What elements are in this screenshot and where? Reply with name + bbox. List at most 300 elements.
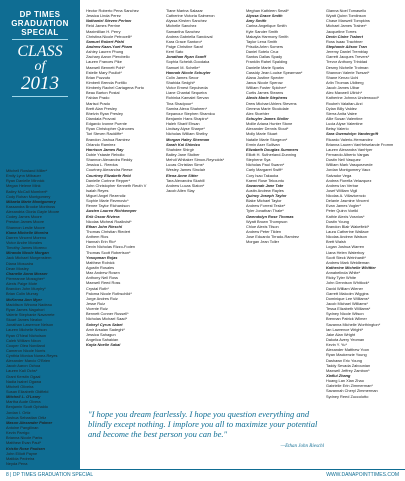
graduate-name: Maximillian H. Perry (86, 28, 121, 34)
graduate-name: Alyssa Kirsten Sanchez (166, 18, 207, 24)
graduate-name: John Dennison Whitlock* (326, 280, 370, 286)
graduate-name: Jordan I. Ortiz (6, 409, 31, 415)
names-column-5 (326, 8, 402, 399)
graduate-name: Brian Colin Murray (6, 291, 39, 297)
graduate-name: Delanie Jasmine Vincent (326, 198, 369, 204)
graduate-name: Jose Eduardo Tirrado-Ramirez (246, 234, 299, 240)
graduate-name: Laura Catherine Wallace (326, 229, 369, 235)
graduate-name: Nicholas Paul Swann* (246, 162, 285, 168)
graduate-name: Sarah Kai Shimizu (166, 141, 200, 147)
graduate-name: Nicolas A. Villavicencio (326, 193, 366, 199)
graduate-name: Nicholas William Shelby (166, 131, 208, 137)
graduate-name: Austin Andrew Rayles (246, 187, 284, 193)
graduate-name: Lauren Frances Pike (86, 59, 122, 65)
graduate-name: Cory Isao Takaoka (246, 172, 279, 178)
graduate-name: Amy Smith (246, 18, 267, 24)
graduate-name: Dakota Avery Yeoman (326, 337, 365, 342)
graduate-name: Crystal Roth* (86, 285, 109, 291)
graduate-name: Austen Lauren Richkemper (86, 208, 137, 214)
graduate-name: Jacob Michael Williams* (326, 301, 368, 307)
graduate-name: Cody Rohan Montgomery (6, 193, 51, 199)
graduate-name: Curtis James Stearns (246, 90, 284, 96)
graduate-name: Edgardo Ivonne Puente (86, 121, 127, 127)
graduate-name: Kimberly Rachel Cartagena Porto (86, 85, 144, 91)
graduate-name: Jessica L. Reedus (86, 162, 118, 168)
graduate-name: Natalie Marie Sturgeon* (246, 136, 288, 142)
graduate-name: Morgan Haley Sherman (166, 136, 210, 142)
graduate-name: Victor Ernest Sepulveda (166, 85, 208, 91)
graduate-name: Liana Helen Waterboy (326, 249, 365, 255)
graduate-name: Andrew Peter Tilden (246, 229, 282, 235)
graduate-name: Diandaia Provost (86, 115, 116, 121)
graduate-name: Paloma Nicole Rothschild* (86, 290, 132, 296)
graduate-name: Alana Justine Specter (246, 74, 284, 80)
graduate-name: Kara Grace Santoro* (166, 38, 203, 44)
graduate-name: Ricardo Valerio-Hernandez (326, 136, 373, 142)
graduate-name: Tara Alexandra Skahill (166, 177, 205, 183)
graduate-name: Katherine Michelle Whittier (326, 265, 376, 271)
graduate-name: Dean Mosley (6, 265, 29, 271)
graduate-name: Andrea Fiorella Velazquez (326, 177, 372, 183)
class-year: 2013 (21, 73, 59, 94)
graduate-name: Susan Elizabeth Oldfield (6, 389, 49, 395)
graduate-name: Priscila Arlen Somers (246, 43, 283, 49)
graduate-name: Garrett Jacques Trevers* (326, 54, 370, 60)
graduate-name: Scott Steck Weinhardt* (326, 254, 366, 260)
graduate-name: Cassidy Jean Louise Spearman* (246, 69, 303, 75)
graduate-name: Dobie Ystaste Rebollo (86, 151, 125, 157)
graduate-name: Shannon Alexandra Reddy (86, 157, 133, 163)
graduate-name: Blake Michael Taylor (246, 198, 282, 204)
graduate-name: Nicolas Micheal Roalkvist* (86, 218, 132, 224)
graduate-name: Garrett Malcolm Wiggins (326, 290, 369, 296)
graduate-name: Makayla Harmony Smith (246, 33, 289, 39)
graduate-name: Alyssa Grace Smith (246, 13, 283, 19)
graduate-name: Preston James Moore (6, 219, 45, 225)
graduate-name: Fernando Alberto Vargas (326, 151, 369, 157)
graduate-name: Andrew Mark Weidleman (326, 259, 370, 265)
graduate-name: Allie Susan Valentine (326, 115, 363, 121)
graduate-name: Roubeh Valaitan-Arzi (326, 100, 363, 106)
graduate-name: Betsy Valerio (326, 126, 349, 132)
graduate-name: Estelle Mary Pouliot* (86, 69, 122, 75)
graduate-name: Jake Alan Wright (326, 331, 356, 337)
graduate-name: Mitchell L. O'Leary (6, 394, 41, 400)
graduate-name: Brett Alan Presley (86, 105, 117, 111)
graduate-name: Maxwell Jeffrey Zambon* (326, 367, 370, 373)
graduate-name: Schuyler James Stoller (246, 115, 289, 121)
graduate-name: Kevin Parrigo (6, 430, 30, 436)
graduate-name: Franklin Rahel Spalding (246, 59, 288, 65)
graduate-name: Paige Christine Saraf (166, 43, 203, 49)
graduate-name: Martha Aude Olvera (6, 399, 41, 405)
graduate-name: Liane Chantal Sequeira (166, 90, 207, 96)
graduate-name: Harrison James Ray (86, 146, 124, 152)
graduate-name: Jonathan Lawrence Nelson (6, 322, 54, 328)
graduate-name: Beau Barton Postal (86, 90, 120, 96)
graduate-name: Ermin Aser Sullivan (246, 141, 280, 147)
graduate-name: Amir Arsalan Sadeghi* (86, 326, 125, 332)
graduate-name: Samira Alexa Shaheen* (166, 105, 208, 111)
graduate-name: Alexander Matthew Yoon (326, 347, 370, 353)
graduate-name: Nicolas Andrew Watson (326, 234, 367, 240)
graduate-name: Mitchell Oliveira (6, 383, 34, 389)
graduate-name: Jacob James Ulbar (326, 85, 360, 91)
graduate-name: Lauren Michelle Nelson (6, 327, 47, 333)
graduate-name: Shannon Valerie Tsesari* (326, 69, 370, 75)
graduate-name: John Elliott Payne (6, 450, 38, 456)
graduate-name: Chanelle Anna Mosser (6, 270, 48, 276)
graduate-name: Rohinka Kamalei Servan (166, 95, 209, 101)
graduate-name: Samuel M. Schelle* (166, 64, 200, 70)
graduate-name: Kimberli Brenda Portillo (86, 79, 127, 85)
graduate-name: Soheyl Cyrus Sabet (86, 321, 123, 327)
graduate-name: Samantha Sanchez (166, 28, 200, 34)
graduate-name: Daniel Sotelo Cruz (246, 49, 279, 55)
graduate-name: Devin Claire Trabert (326, 33, 363, 39)
graduate-name: Dustin Neil Vasquez (326, 157, 361, 163)
graduate-name: Gabrielle Erin Zimmerman* (326, 383, 373, 389)
graduate-name: Alexander Dennis Stout* (246, 126, 289, 132)
quote-attribution: —Ethan John Rieschl (280, 444, 324, 449)
graduate-name: Arlin Thomas Uldberg (326, 79, 364, 85)
graduate-name: Kevin Y. Yu* (326, 342, 347, 348)
graduate-name: Ryan O'Neal Nicholson (6, 332, 47, 338)
graduate-name: Dustin Young (326, 218, 349, 224)
graduate-name: McKenna Ann Myer (6, 296, 42, 302)
graduate-name: Ross Isaac Trachtner (326, 38, 363, 44)
graduate-name: Alec Maxwell Ullrich* (326, 90, 363, 96)
graduate-name: Ryan Danielle Minnick (6, 178, 45, 184)
graduate-name: Andrew Ian Verbar (326, 182, 359, 188)
graduate-name: Hector Roberto Pena Sanchez (86, 8, 139, 13)
graduate-name: Lucia Alyse Valentine (326, 121, 363, 127)
graduate-name: Chase Maxwell Tompkins (326, 18, 370, 24)
graduate-name: Andrew Forrest Teske* (246, 203, 286, 209)
graduate-name: Courtney Elizabeth Reid (86, 172, 131, 178)
graduate-name: Hannah Erin Rio* (86, 239, 117, 245)
graduate-name: Sydney Reed Zuccolotto (326, 393, 369, 399)
graduate-name: Logan Joshua Warren (326, 244, 365, 250)
graduate-name: Samuel Robert Pfahl (86, 38, 125, 44)
graduate-name: Brandon John Murphy* (6, 286, 46, 292)
graduate-name: Agustin Rosales (86, 265, 115, 271)
graduate-name: Bailey McCall Mombert* (6, 188, 48, 194)
graduate-name: Savanna Michelle Worthington* (326, 321, 381, 327)
graduate-name: Courtney Alexandra Reese (86, 167, 133, 173)
graduate-name: Jordan Montgomery Vaux (326, 167, 371, 173)
graduate-name: Cooper Olea Nordland (6, 342, 45, 348)
graduate-name: Peter Quinn Voelkl (326, 208, 359, 214)
of-word: of (34, 59, 46, 74)
graduate-name: Mehdi Whitaker Simon-Reynolds* (166, 157, 225, 163)
graduate-name: Ryan James Nagahori (6, 306, 45, 312)
graduate-name: Gemma Marie Stockdale (246, 105, 289, 111)
graduate-name: Miranda Nicole Morgan (6, 250, 49, 256)
graduate-name: Andrea Gabriella Sandoval (166, 33, 213, 39)
graduate-name: Wesley James Sinclair (166, 167, 206, 173)
graduate-name: Ethan John Rieschl (86, 223, 123, 229)
graduate-name: Molly Marie Stuart (246, 131, 278, 137)
graduate-name: Kaemi Rose Tekountu (246, 177, 284, 183)
graduate-name: Mikaela Marie Montgomery (6, 198, 56, 204)
graduate-name: Max Andrew Rosen (86, 270, 120, 276)
graduate-name: Jack Michael Morgenstern (6, 255, 52, 261)
graduate-name: Anthem Rios (86, 234, 109, 240)
graduate-name: Danielle Marie Sparks (246, 64, 285, 70)
graduate-name: Ryan Mackenzie Young (326, 352, 367, 358)
graduate-name: Megan Helene Mink (6, 183, 41, 189)
graduate-name: Tina Shadpour* (166, 100, 193, 106)
graduate-name: Orlando Ramirez (86, 141, 116, 147)
graduate-name: Erik Oscar Riviera (86, 213, 120, 219)
graduate-name: Jessica Linda Perez (86, 13, 121, 19)
graduate-name: Tessa Elizabeth Williams* (326, 306, 371, 312)
names-column-1 (6, 168, 78, 466)
graduate-name: Drew Michael Ahlers Stevens (246, 100, 297, 106)
graduate-name: Trevor Anthony Trinidad (326, 59, 368, 65)
graduate-name: Carina Angelique Smith (246, 23, 287, 29)
graduate-name: Elliott H. Sutherland-Dunning (246, 151, 297, 157)
graduate-name: Alexandria Gloria Gayle Moore (6, 209, 60, 215)
graduate-name: Lindsay Alyse Sharpe* (166, 126, 205, 132)
graduate-name: Alexis Paige Mote (6, 281, 38, 287)
graduate-name: Christina Nicole Petrocelli* (86, 33, 132, 39)
graduate-name: Colin James Secor (166, 74, 199, 80)
graduate-name: Tyler Jonathan Thale* (246, 208, 284, 214)
graduate-name: Desmy Nichelle Trotman (326, 64, 369, 70)
graduate-name: Anthony Neil Ross (86, 275, 119, 281)
graduate-name: Jacob Allen Slay (166, 187, 195, 193)
graduate-name: Savannah Jane Tate (246, 182, 284, 188)
graduate-name: Xiaflui Zhang (326, 372, 351, 378)
graduate-name: Taylor Lena Smith (246, 38, 278, 44)
graduate-name: Andrew Lucas Slaton* (166, 182, 205, 188)
graduate-name: Jesse Ruiz (86, 301, 106, 307)
graduate-name: Thomas Christian Riedert (86, 229, 131, 235)
pull-quote: "I hope you dream fearlessly. I hope you question everything and blindly except nothing. I implore you all to maximize your potential and become the best person you can be." (88, 409, 318, 439)
graduate-name: Brandon Joshua Ramirez (86, 136, 130, 142)
graduate-name: Hannah Nicole Schuyler (166, 69, 211, 75)
masthead-line2: GRADUATION SPECIAL (11, 19, 69, 37)
graduate-name: Annabelinda White* (326, 270, 361, 276)
graduate-name: Kathie Alexis Vosnios* (326, 213, 365, 219)
graduate-name: William Mark Vasquezvede (326, 162, 373, 168)
names-column-2 (86, 8, 154, 347)
graduate-name: Caleb William Nixon (6, 337, 41, 343)
graduate-name: Dominique Lee Williams* (326, 295, 370, 301)
graduate-name: Elizabeth Douglas Summers (246, 146, 299, 152)
graduate-name: Grant Kerstin Ogaal (6, 373, 41, 379)
graduate-name: Codey James Moore (6, 214, 42, 220)
graduate-name: Nadia Isabel Ogawa (6, 378, 42, 384)
graduate-name: Cynthia Monica Nunez-Reyes (6, 353, 58, 359)
graduate-name: Gwendolyn Rose Thomas (246, 213, 294, 219)
graduate-name: Brianna Lauren VanHeiselande Fromm (326, 141, 394, 147)
graduate-name: Maxwell Reed Ross (86, 280, 121, 286)
graduate-name: Marisol Prado (86, 100, 111, 106)
graduate-name: Mollie Ariana Hunter Stone (246, 121, 293, 127)
graduate-name: Brennan Patrick Wilmer (326, 316, 367, 322)
graduate-name: Kerri Sato (166, 49, 184, 55)
graduate-name: Renee Taylor Richardson (86, 203, 130, 209)
graduate-name: Ryan Christopher Quinones (86, 126, 135, 132)
graduate-name: Stephene Sya (246, 157, 271, 163)
graduate-name: Stuart James Nealon (6, 317, 43, 323)
graduate-name: Victor Andre Morales (6, 239, 43, 245)
graduate-name: Elena Anne Sitter (166, 172, 199, 178)
graduate-name: Kyle Sander Smith (246, 28, 279, 34)
graduate-name: Katherine Johnna Underwood* (326, 95, 379, 101)
graduate-name: Neyda Pena (6, 461, 28, 467)
graduate-name: Bailey Jane Stoiber (166, 151, 200, 157)
graduate-name: Quincy Joseph Taylor (246, 193, 287, 199)
names-column-4 (246, 8, 320, 244)
graduate-name: Valerie Stephanie Navarrete (6, 311, 55, 317)
graduate-name: Zachary Aaron Pierobello (86, 54, 130, 60)
graduate-name: Cameron Nicole Norris (6, 347, 46, 353)
graduate-name: Emily Lynn Milbauer (6, 173, 41, 179)
graduate-name: Stephanie Alison Tran (326, 43, 367, 49)
graduate-name: Nathaniel Steven Perlow (86, 18, 132, 24)
graduate-name: Sophie Marie Rezmovic* (86, 198, 129, 204)
graduate-name: Jeremy Daniel Tremblay (326, 49, 368, 55)
graduate-name: Jonathan Ryan Scarff (166, 54, 206, 60)
graduate-name: Vicente Ruiz (86, 306, 108, 312)
names-column-3 (166, 8, 242, 193)
graduate-name: Mitchell Rowland Miller* (6, 168, 48, 173)
graduate-name: Kassandra Brooke Montross (6, 203, 56, 209)
graduate-name: Haleh Sharif Ehsan (166, 121, 200, 127)
graduate-name: Isaiah Reyes (86, 187, 109, 193)
graduate-name: Sierra Anita Valee (326, 110, 357, 116)
graduate-name: Bennett Conner Russell* (86, 311, 129, 317)
graduate-name: Shannon Leslie Moore (6, 224, 45, 230)
graduate-name: Janus Nicole Sperow (246, 79, 283, 85)
graduate-name: Evan James Vogler* (326, 203, 362, 209)
graduate-name: Santos Dallas Spady (246, 54, 283, 60)
masthead-line1: DP TIMES (19, 10, 61, 19)
graduate-name: Benjamin Scott Ophaldo (6, 404, 48, 410)
graduate-name: Devin Nicholas Rizzo-Foden (86, 244, 136, 250)
graduate-name: Kiana Michelle Moreira (6, 229, 49, 235)
graduate-name: Sepanour Stephen Shamlou (166, 110, 215, 116)
graduate-name: Yosopman Rojas (86, 254, 118, 260)
graduate-name: Kristin Rose Paulsen (6, 445, 45, 451)
graduate-name: Meghan Kathleen Small* (246, 8, 289, 13)
divider (12, 96, 68, 97)
graduate-name: William Foster Spicher* (246, 85, 287, 91)
graduate-name: Danielle Corinne Repper* (86, 177, 131, 183)
graduate-name: Ashley Lauren Phung (86, 49, 124, 55)
graduate-name: Sara Gwendolyn Vandergrift (326, 131, 379, 137)
page-number: 8 | DP TIMES GRADUATION SPECIAL (6, 472, 94, 478)
graduate-name: Carly Margaret Swift* (246, 167, 283, 173)
graduate-name: Alex Stoehler (246, 110, 270, 116)
graduate-name: Tiane Marina Salazar (166, 8, 203, 13)
graduate-name: Wyatt Quinn Tomlinson (326, 13, 366, 19)
graduate-name: Brian Pozzuto (86, 74, 111, 80)
graduate-name: Lauren Kali Ochs* (6, 368, 38, 374)
graduate-name: Jacob Aaron Ochoa (6, 363, 41, 369)
graduate-name: Matthew Evan Paul* (6, 440, 42, 446)
graduate-name: Tori Steven Rackliffe* (86, 131, 123, 137)
masthead (6, 10, 74, 99)
divider (12, 39, 68, 40)
graduate-name: Jacqueline Torres (326, 28, 357, 34)
graduate-name: Matilda Pedreira (6, 455, 35, 461)
graduate-name: Andrew Kaan-Yuet Pham (86, 43, 133, 49)
graduate-name: Dashawn Eric Young (326, 357, 362, 363)
graduate-name: Miguel Angel Rezendiz (86, 193, 126, 199)
graduate-name: Alexis Marie Stephens (246, 95, 288, 101)
website-link[interactable]: WWW.DANAPOINTTIMES.COM (326, 472, 399, 478)
graduate-name: Jessica Sahagun (86, 331, 116, 337)
graduate-name: Timothy James Moreno (6, 245, 47, 251)
graduate-name: Pierreanne Mossgher* (6, 275, 45, 281)
graduate-name: Thomas Scott Robertson* (86, 249, 131, 255)
graduate-name: Brett Walsh (326, 239, 346, 245)
graduate-name: Matthew Rolnick (86, 259, 115, 265)
graduate-name: Antoine Pangilinan (6, 425, 39, 431)
graduate-name: Alexander Marcio O'Brien (6, 358, 51, 364)
graduate-name: Catherine Victoria Salmeron (166, 13, 215, 19)
graduate-name: Ian Lawrence Wright* (326, 326, 364, 332)
graduate-name: Jorge Andres Ruiz (86, 295, 118, 301)
graduate-name: Fabian Prado (86, 95, 110, 101)
graduate-name: Diana Moscaira (6, 260, 34, 266)
graduate-name: Morgan Jean Toller (246, 239, 280, 245)
graduate-name: Bhelvin Ryan Presley (86, 110, 123, 116)
graduate-name: Ricky Tyler White (326, 275, 356, 281)
graduate-name: Nicholas Michael Saad* (86, 316, 128, 322)
graduate-name: Maxwell Bennett Pohl* (86, 64, 125, 70)
graduate-name: Reid James Perrine (86, 23, 121, 29)
graduate-name: Lauren Alexandra VanHyer (326, 146, 373, 152)
graduate-name: Kayla Noelle Sakai (86, 342, 121, 348)
graduate-name: Savannah Cheryl Zimmerman (326, 388, 378, 394)
graduate-name: Sydney Nicole Wilson (326, 311, 364, 317)
graduate-name: John Christopher Kenneth Reuth V (86, 182, 147, 188)
graduate-name: Taddy Sevada Zabounian (326, 362, 371, 368)
graduate-name: Shane Kenzo Uchi (326, 74, 359, 80)
graduate-name: Wyatt Brown Thompson (246, 218, 288, 224)
graduate-name: Chloe Alexis Tilson (246, 223, 279, 229)
graduate-name: Brianna Nicole Parks (6, 435, 43, 441)
graduate-name: Josef William Vigil (326, 187, 358, 193)
graduate-name: Huang Lan Xian Zhao (326, 378, 364, 384)
graduate-name: Salvador Vega (326, 172, 352, 178)
graduate-name: Brandon Blair Wakefield* (326, 223, 370, 229)
graduate-name: Dylan Billy Valdez (326, 105, 357, 111)
graduate-name: Gianna Noel Tomasello (326, 8, 367, 13)
graduate-name: Michael James Trainer* (326, 23, 367, 29)
graduate-name: Shahida Sedghi* (166, 79, 195, 85)
graduate-name: Sophia Scheidt-Goodaka (166, 59, 210, 65)
class-word: CLASS (17, 43, 63, 60)
graduate-name: Lucas Christian Sims* (166, 162, 205, 168)
graduate-name: Maddison Winona Nadeau (6, 301, 52, 307)
graduate-name: Mason Alexander Palmer (6, 419, 53, 425)
graduate-name: David William Wiener (326, 285, 363, 291)
graduate-name: Shahdee Shirgir (166, 146, 194, 152)
graduate-name: Michelle Sanchez (166, 23, 197, 29)
graduate-name: Angelica Sahakian (86, 337, 119, 342)
graduate-name: Darren Vincent Moreno (6, 234, 47, 240)
graduate-name: Benjamin Hans Shapiro* (166, 115, 209, 121)
graduate-name: Joshua Sebastian Ortiz (6, 414, 47, 420)
page-footer (0, 469, 405, 481)
